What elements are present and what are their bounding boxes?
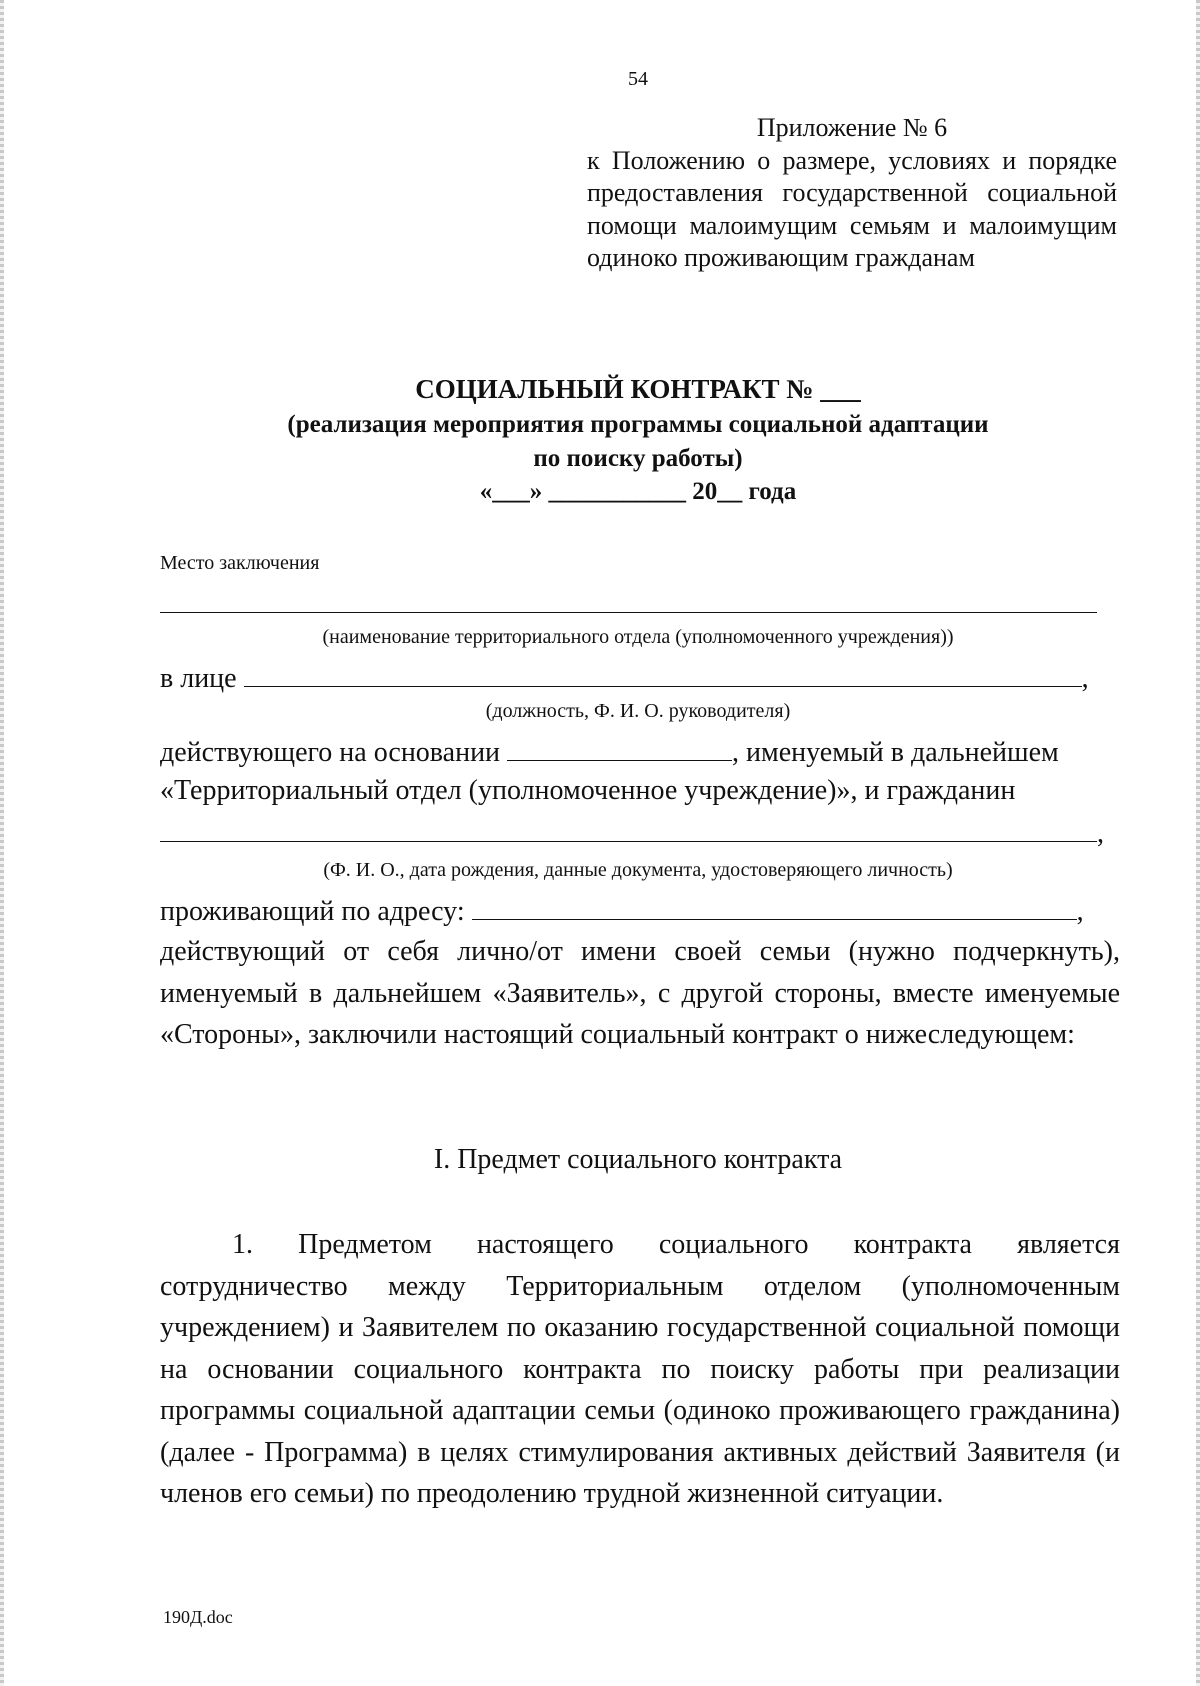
basis-label: действующего на основании	[160, 737, 501, 768]
appendix-title: Приложение № 6	[756, 113, 948, 142]
basis-blank[interactable]	[507, 734, 732, 761]
comma: ,	[1081, 663, 1089, 694]
address-blank[interactable]	[472, 893, 1077, 920]
place-label: Место заключения	[160, 552, 320, 574]
clause-1: 1. Предметом настоящего социального контракта является сотрудничество между Территориальным отделом (уполномоченным учреждением) и Заявителем по оказанию государственной социальной помощи на основании социального контракта по поиску работы при реализации программы социальной адаптации семьи (одиноко проживающего гражданина) (далее - Программа) в целях стимулирования активных действий Заявителя (и членов его семьи) по преодолению трудной жизненной ситуации.	[160, 1229, 1120, 1509]
contract-date-line: «___» ___________ 20__ года	[479, 478, 797, 505]
citizen-caption: (Ф. И. О., дата рождения, данные документа, удостоверяющего личность)	[323, 859, 953, 881]
contract-subtitle-line2: по поиску работы)	[533, 445, 743, 472]
appendix-text: к Положению о размере, условиях и порядке предоставления государственной социальной помощи малоимущим семьям и малоимущим одиноко проживающим гражданам	[587, 145, 1117, 272]
scan-edge-right	[1196, 0, 1200, 1686]
basis-line	[160, 734, 1059, 769]
head-name-blank[interactable]	[244, 660, 1082, 687]
in-person-label: в лице	[160, 663, 237, 694]
address-label: проживающий по адресу:	[160, 896, 465, 927]
comma: ,	[1076, 896, 1084, 927]
scan-edge-left	[0, 0, 4, 1686]
in-person-line	[160, 660, 1089, 695]
contract-subtitle-line1: (реализация мероприятия программы социальной адаптации	[287, 411, 989, 438]
citizen-blank[interactable]	[160, 815, 1097, 842]
position-caption: (должность, Ф. И. О. руководителя)	[485, 700, 791, 722]
contract-title: СОЦИАЛЬНЫЙ КОНТРАКТ № ___	[415, 374, 861, 404]
address-line	[160, 893, 1084, 928]
department-caption: (наименование территориального отдела (уполномоченного учреждения))	[322, 626, 954, 648]
named-label: , именуемый в дальнейшем	[732, 737, 1059, 768]
footer-filename: 190Д.doc	[163, 1607, 233, 1627]
territorial-line: «Территориальный отдел (уполномоченное учреждение)», и гражданин	[160, 775, 1016, 806]
intro-paragraph: действующий от себя лично/от имени своей семьи (нужно подчеркнуть), именуемый в дальнейшем «Заявитель», с другой стороны, вместе именуемые «Стороны», заключили настоящий социальный контракт о нижеследующем:	[160, 936, 1120, 1050]
department-blank[interactable]	[160, 612, 1097, 613]
citizen-line	[160, 815, 1104, 850]
appendix-block	[587, 112, 1117, 275]
comma: ,	[1097, 818, 1104, 849]
page-number: 54	[628, 68, 648, 90]
section-title: I. Предмет социального контракта	[433, 1144, 843, 1175]
